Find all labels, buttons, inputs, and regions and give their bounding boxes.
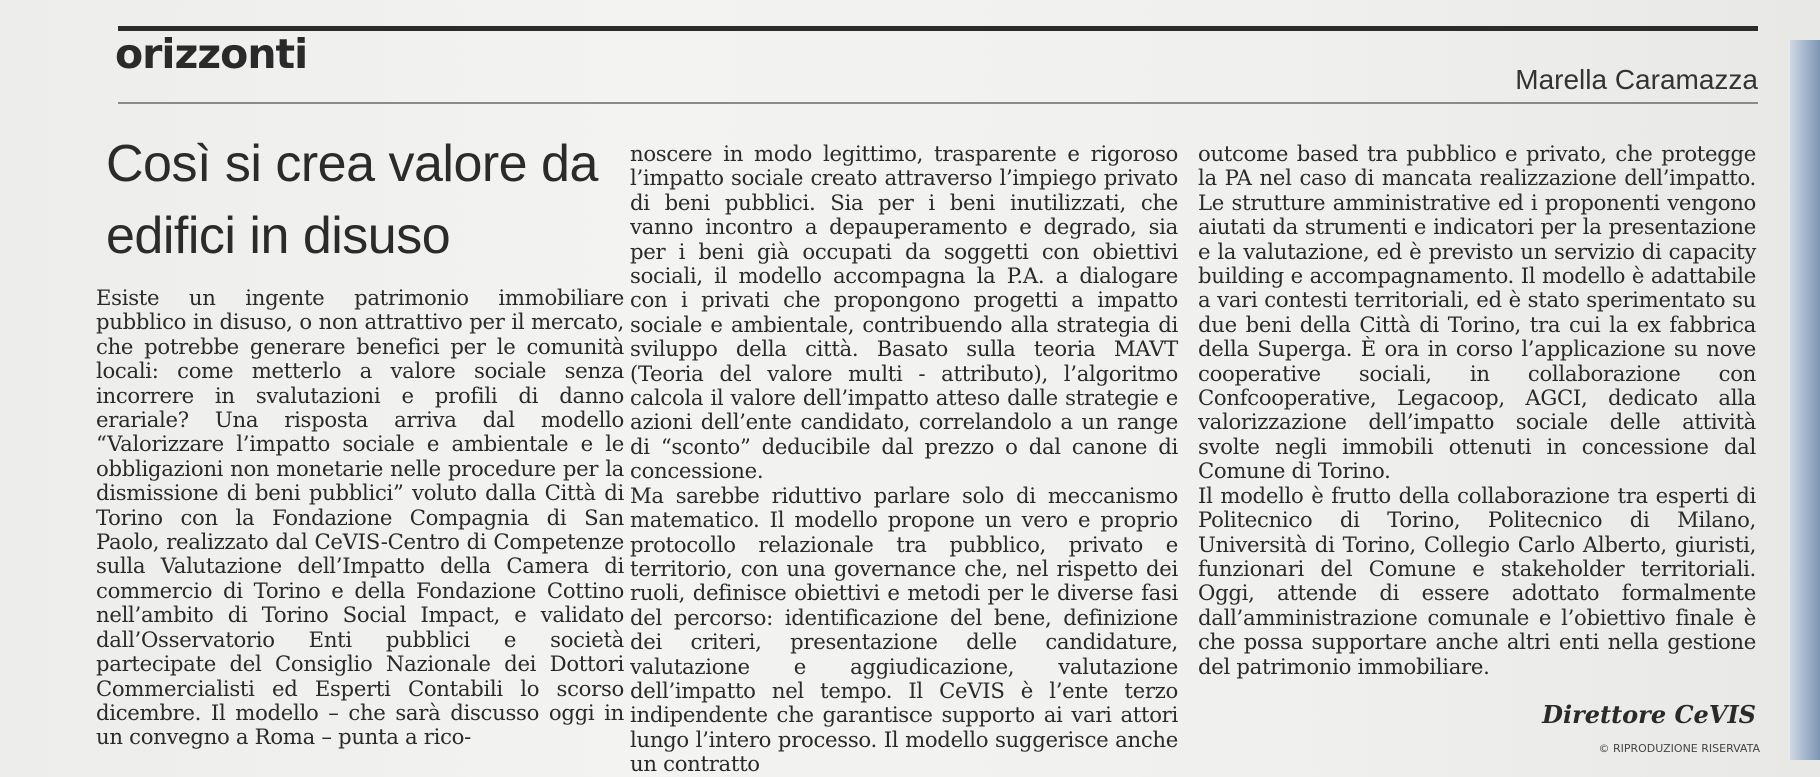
page-edge [1790, 40, 1820, 760]
article-column-3 [1198, 142, 1756, 679]
article-title: Così si crea valore da edifici in disuso [106, 135, 598, 265]
top-rule [118, 26, 1758, 31]
paragraph: Esiste un ingente patrimonio immobiliare pubblico in disuso, o non attrattivo per il mercato, che potrebbe generare benefici per le comunità locali: come metterlo a valore sociale senza incorrere in svalutazioni e profili di danno erariale? Una risposta arriva dal modello “Valorizzare l’impatto sociale e ambientale e le obbligazioni non monetarie nelle procedure per la dismissione di beni pubblici” voluto dalla Città di Torino con la Fondazione Compagnia di San Paolo, realizzato dal CeVIS-Centro di Competenze sulla Valutazione dell’Impatto della Camera di commercio di Torino e della Fondazione Cottino nell’ambito di Torino Social Impact, e validato dall’Osservatorio Enti pubblici e società partecipate del Consiglio Nazionale dei Dottori Commercialisti ed Esperti Contabili lo scorso dicembre. Il modello – che sarà discusso oggi in un convegno a Roma – punta a rico- [96, 285, 624, 750]
paragraph: Il modello è frutto della collaborazione tra esperti di Politecnico di Torino, Politecnico di Milano, Università di Torino, Collegio Carlo Alberto, giuristi, funzionari del Comune e stakeholder territoriali. Oggi, attende di essere adottato formalmente dall’amministrazione comunale e l’obiettivo finale è che possa supportare anche altri enti nella gestione del patrimonio immobiliare. [1198, 482, 1756, 679]
paragraph: outcome based tra pubblico e privato, che protegge la PA nel caso di mancata realizzazione dell’impatto. Le strutture amministrative ed i proponenti vengono aiutati da strumenti e indicatori per la presentazione e la valutazione, ed è previsto un servizio di capacity building e accompagnamento. Il modello è adattabile a vari contesti territoriali, ed è stato sperimentato su due beni della Città di Torino, tra cui la ex fabbrica della Superga. È ora in corso l’applicazione su nove cooperative sociali, in collaborazione con Confcooperative, Legacoop, AGCI, dedicato alla valorizzazione dell’impatto sociale delle attività svolte negli immobili ottenuti in concessione dal Comune di Torino. [1198, 141, 1756, 484]
article-column-2 [630, 142, 1178, 777]
author-signature: Direttore CeVIS [1542, 700, 1756, 729]
header-divider [118, 102, 1758, 104]
article-column-1 [96, 286, 624, 750]
author-name: Marella Caramazza [1515, 64, 1758, 95]
paragraph: noscere in modo legittimo, trasparente e rigoroso l’impatto sociale creato attraverso l’impiego privato di beni pubblici. Sia per i beni inutilizzati, che vanno incontro a depauperamento e degrado, sia per i beni già occupati da soggetti con obiettivi sociali, il modello accompagna la P.A. a dialogare con i privati che propongono progetti a impatto sociale e ambientale, contribuendo alla strategia di sviluppo della città. Basato sulla teoria MAVT (Teoria del valore multi - attributo), l’algoritmo calcola il valore dell’impatto atteso dalle strategie e azioni dell’ente candidato, correlandolo a un range di “sconto” deducibile dal prezzo o dal canone di concessione. [630, 141, 1178, 484]
copyright-notice: © RIPRODUZIONE RISERVATA [1598, 742, 1760, 755]
paragraph: Ma sarebbe riduttivo parlare solo di meccanismo matematico. Il modello propone un vero e proprio protocollo relazionale tra pubblico, privato e territorio, con una governance che, nel rispetto dei ruoli, definisce obiettivi e metodi per le diverse fasi del percorso: identificazione del bene, definizione dei criteri, presentazione delle candidature, valutazione e aggiudicazione, valutazione dell’impatto nel tempo. Il CeVIS è l’ente terzo indipendente che garantisce supporto ai vari attori lungo l’intero processo. Il modello suggerisce anche un contratto [630, 482, 1178, 777]
section-label: orizzonti [115, 30, 308, 78]
